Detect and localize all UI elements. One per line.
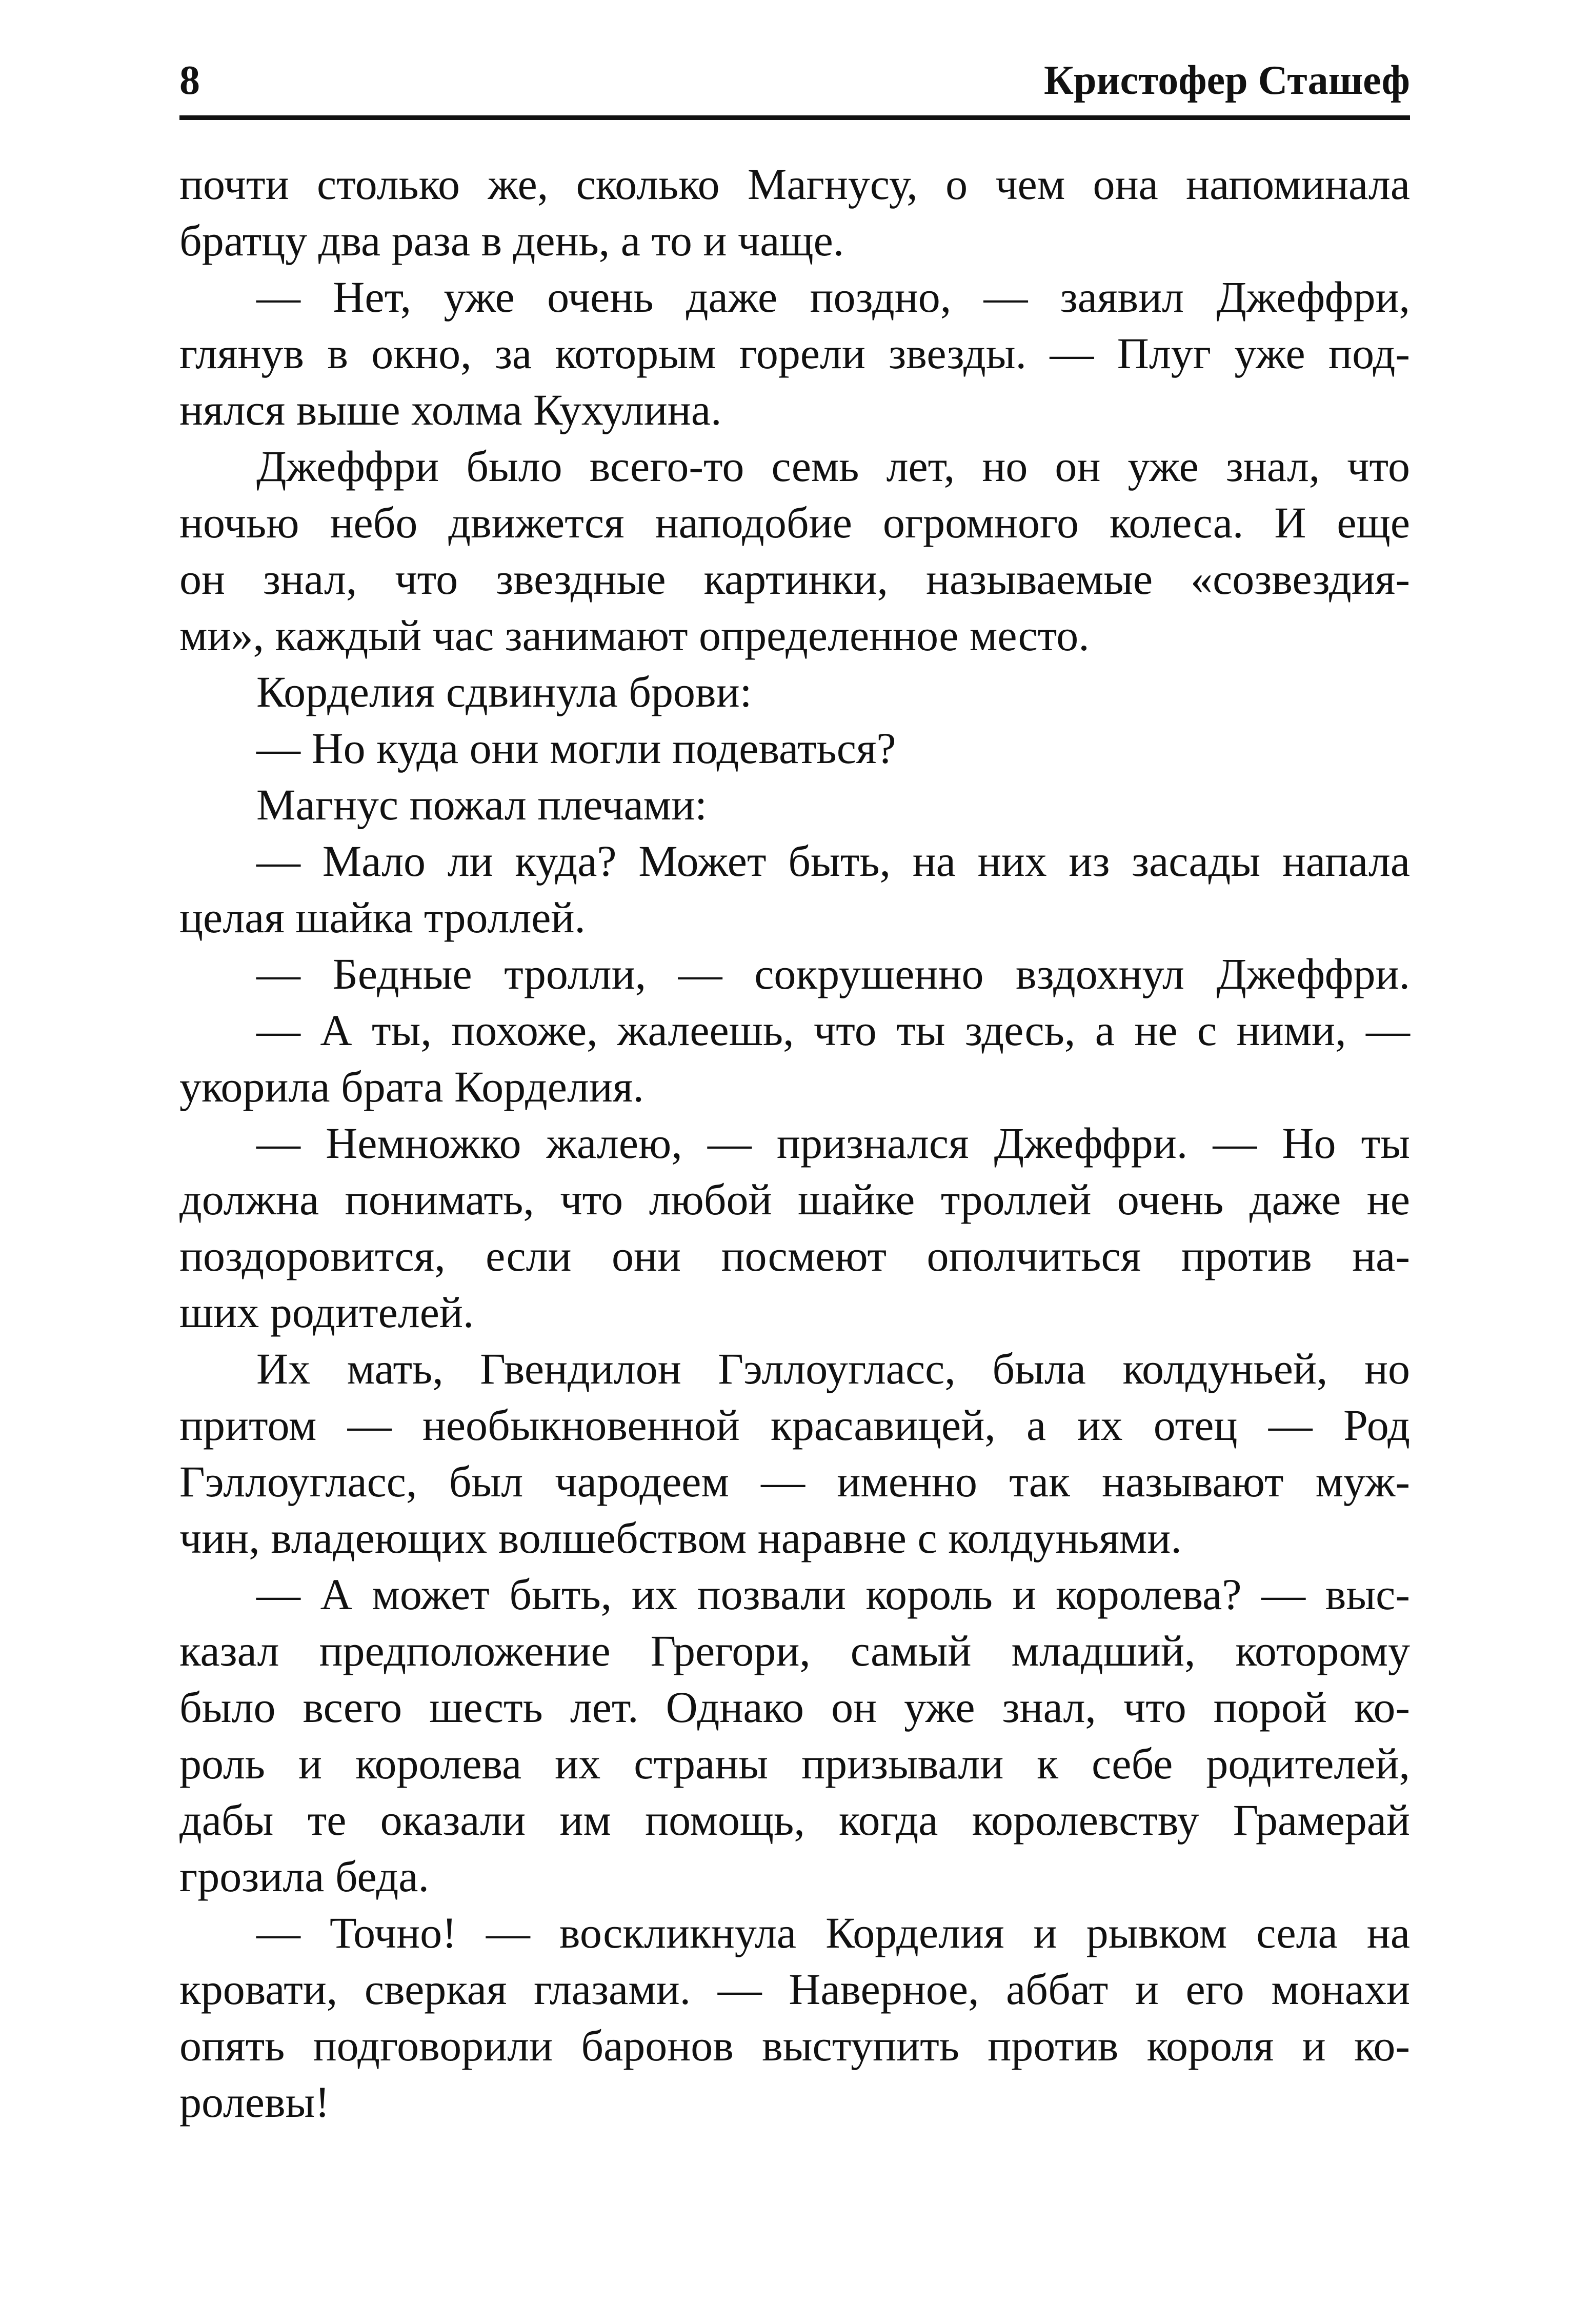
text-line: нялся выше холма Кухулина. <box>179 385 722 434</box>
text-line: дабы те оказали им помощь, когда королевству Грамерай <box>179 1795 1410 1845</box>
text-line: грозила беда. <box>179 1852 429 1901</box>
page-number: 8 <box>179 58 200 103</box>
text-line: — Но куда они могли подеваться? <box>256 724 896 773</box>
text-line: почти столько же, сколько Магнусу, о чем она напоминала <box>179 159 1410 209</box>
text-line: ролевы! <box>179 2077 330 2127</box>
text-line: казал предположение Грегори, самый младший, которому <box>179 1626 1410 1675</box>
text-line: притом — необыкновенной красавицей, а их отец — Род <box>179 1400 1410 1450</box>
text-line: было всего шесть лет. Однако он уже знал, что порой ко- <box>179 1682 1410 1732</box>
text-line: — Точно! — воскликнула Корделия и рывком села на <box>256 1908 1410 1957</box>
text-line: опять подговорили баронов выступить против короля и ко- <box>179 2021 1410 2070</box>
text-line: глянув в окно, за которым горели звезды. — Плуг уже под- <box>179 329 1410 378</box>
text-line: Корделия сдвинула брови: <box>256 667 752 716</box>
text-line: роль и королева их страны призывали к себе родителей, <box>179 1739 1410 1788</box>
text-line: целая шайка троллей. <box>179 893 586 942</box>
text-line: — А ты, похоже, жалеешь, что ты здесь, а не с ними, — <box>256 1006 1410 1055</box>
text-line: ших родителей. <box>179 1288 474 1337</box>
text-line: Джеффри было всего-то семь лет, но он уже знал, что <box>256 442 1410 491</box>
text-line: — Бедные тролли, — сокрушенно вздохнул Джеффри. <box>256 949 1410 998</box>
text-line: ми», каждый час занимают определенное место. <box>179 611 1090 660</box>
text-line: кровати, сверкая глазами. — Наверное, аббат и его монахи <box>179 1965 1410 2014</box>
text-line: Их мать, Гвендилон Гэллоугласс, была колдуньей, но <box>256 1344 1410 1393</box>
body-text <box>179 156 1410 2130</box>
text-line: чин, владеющих волшебством наравне с колдуньями. <box>179 1513 1182 1562</box>
text-line: должна понимать, что любой шайке троллей очень даже не <box>179 1175 1410 1224</box>
author-name: Кристофер Сташеф <box>1043 58 1410 103</box>
book-page <box>179 49 1410 2130</box>
text-line: Магнус пожал плечами: <box>256 780 707 829</box>
text-line: — Мало ли куда? Может быть, на них из засады напала <box>256 836 1410 886</box>
text-line: Гэллоугласс, был чародеем — именно так называют муж- <box>179 1457 1410 1506</box>
text-line: поздоровится, если они посмеют ополчиться против на- <box>179 1231 1410 1280</box>
running-header <box>179 49 1410 120</box>
text-line: он знал, что звездные картинки, называемые «созвездия- <box>179 554 1410 604</box>
text-line: братцу два раза в день, а то и чаще. <box>179 216 844 265</box>
text-line: — А может быть, их позвали король и королева? — выс- <box>256 1570 1410 1619</box>
text-line: ночью небо движется наподобие огромного колеса. И еще <box>179 498 1410 547</box>
text-line: — Немножко жалею, — признался Джеффри. — Но ты <box>256 1118 1410 1168</box>
text-line: — Нет, уже очень даже поздно, — заявил Джеффри, <box>256 272 1410 322</box>
text-line: укорила брата Корделия. <box>179 1062 644 1111</box>
